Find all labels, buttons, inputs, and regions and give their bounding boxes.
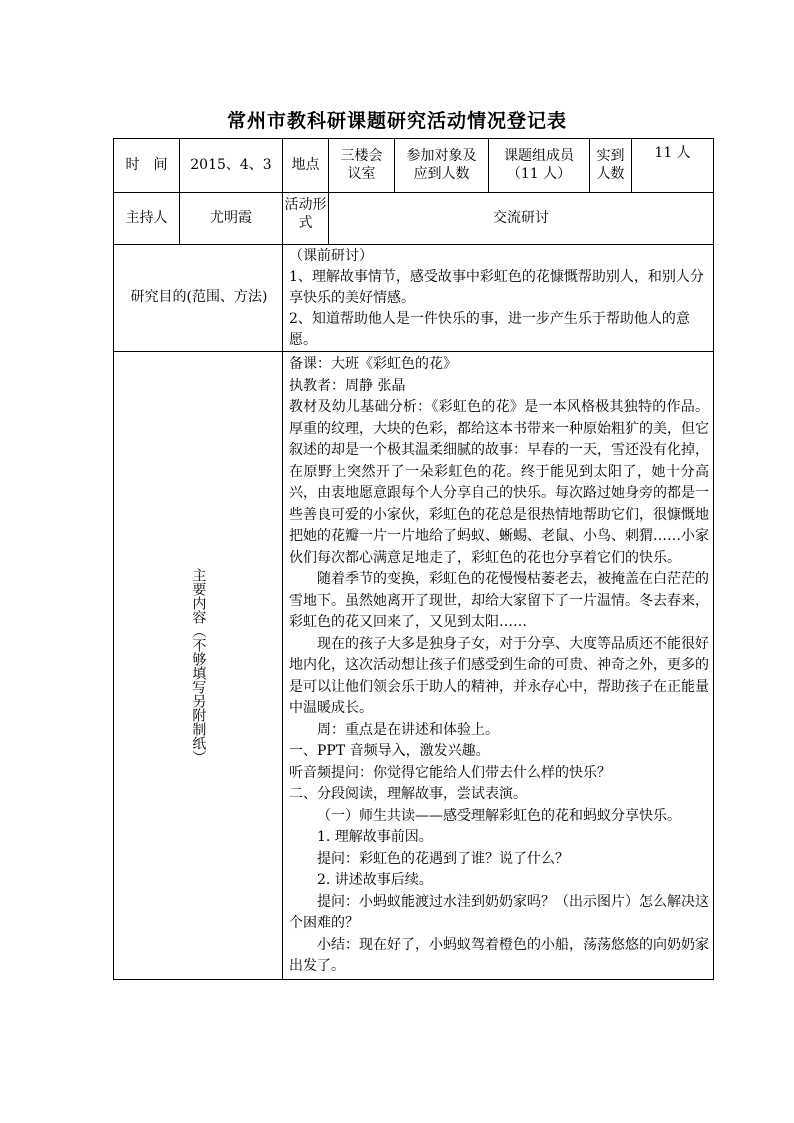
purpose-content — [283, 245, 714, 352]
purpose-label: 研究目的(范围、方法) — [114, 245, 283, 352]
place-label: 地点 — [283, 139, 329, 193]
purpose-line-1: （课前研讨） — [289, 248, 373, 264]
main-para-2: 执教者：周静 张晶 — [289, 377, 406, 394]
main-para-15: 小结：现在好了，小蚂蚁驾着橙色的小船，荡荡悠悠的向奶奶家出发了。 — [289, 936, 709, 974]
main-para-5: 现在的孩子大多是独身子女，对于分享、大度等品质还不能很好地内化，这次活动想让孩子们感受到生命的可贵、神奇之外，更多的是可以让他们领会乐于助人的精神，并永存心中，帮助孩子在正能量中温暖成长。 — [289, 635, 709, 716]
main-para-14: 提问：小蚂蚁能渡过水洼到奶奶家吗？（出示图片）怎么解决这个困难的？ — [289, 893, 709, 931]
participants-label: 参加对象及应到人数 — [395, 139, 489, 193]
main-para-6: 周：重点是在讲述和体验上。 — [317, 721, 499, 738]
host-label: 主持人 — [114, 193, 180, 245]
time-label: 时 间 — [114, 139, 180, 193]
main-para-7: 一、PPT 音频导入，激发兴趣。 — [289, 743, 490, 759]
main-para-4: 随着季节的变换，彩虹色的花慢慢枯萎老去，被掩盖在白茫茫的雪地下。虽然她离开了现世，却给大家留下了一片温情。冬去春来，彩虹色的花又回来了，又见到太阳…… — [289, 571, 709, 630]
main-label-cell — [114, 352, 283, 980]
row-main — [114, 352, 714, 980]
page-title: 常州市教科研课题研究活动情况登记表 — [226, 110, 567, 132]
registration-table — [113, 138, 714, 980]
members-value: （11 人） — [506, 165, 572, 182]
main-content — [283, 352, 714, 980]
row-time — [114, 139, 714, 193]
main-para-13: 2. 讲述故事后续。 — [317, 872, 433, 888]
members-cell — [489, 139, 590, 193]
main-para-9: 二、分段阅读，理解故事，尝试表演。 — [289, 786, 527, 802]
main-para-1: 备课：大班《彩虹色的花》 — [289, 356, 457, 372]
members-label: 课题组成员 — [504, 148, 574, 164]
actual-label: 实到人数 — [590, 139, 632, 193]
purpose-line-2: 1、理解故事情节，感受故事中彩虹色的花慷慨帮助别人，和别人分享快乐的美好情感。 — [289, 269, 704, 306]
main-para-8: 听音频提问：你觉得它能给人们带去什么样的快乐？ — [289, 764, 611, 781]
main-para-11: 1. 理解故事前因。 — [317, 829, 433, 845]
place-value: 三楼会议室 — [329, 139, 395, 193]
row-purpose — [114, 245, 714, 352]
form-label: 活动形式 — [283, 193, 329, 245]
time-value: 2015、4、3 — [180, 139, 283, 193]
main-para-12: 提问：彩虹色的花遇到了谁？说了什么？ — [317, 850, 569, 867]
purpose-line-3: 2、知道帮助他人是一件快乐的事，进一步产生乐于帮助他人的意愿。 — [289, 311, 690, 348]
main-para-3: 教材及幼儿基础分析：《彩虹色的花》是一本风格极其独特的作品。厚重的纹理，大块的色彩，都给这本书带来一种原始粗犷的美，但它叙述的却是一个极其温柔细腻的故事：早春的一天，雪还没有化掉，在原野上突然开了一朵彩虹色的花。终于能见到太阳了，她十分高兴，由衷地愿意跟每个人分享自己的快乐。每次路过她身旁的都是一些善良可爱的小家伙，彩虹色的花总是很热情地帮助它们，很慷慨地把她的花瓣一片一片地给了蚂蚁、蜥蜴、老鼠、小鸟、刺猬……小家伙们每次都心满意足地走了，彩虹色的花也分享着它们的快乐。 — [289, 399, 709, 566]
host-value: 尤明霞 — [180, 193, 283, 245]
row-host — [114, 193, 714, 245]
main-para-10: （一）师生共读——感受理解彩虹色的花和蚂蚁分享快乐。 — [317, 807, 681, 824]
actual-value: 11 人 — [632, 139, 714, 193]
main-label: 主要内容（不够填写另附制纸） — [190, 567, 207, 764]
form-value: 交流研讨 — [329, 193, 714, 245]
